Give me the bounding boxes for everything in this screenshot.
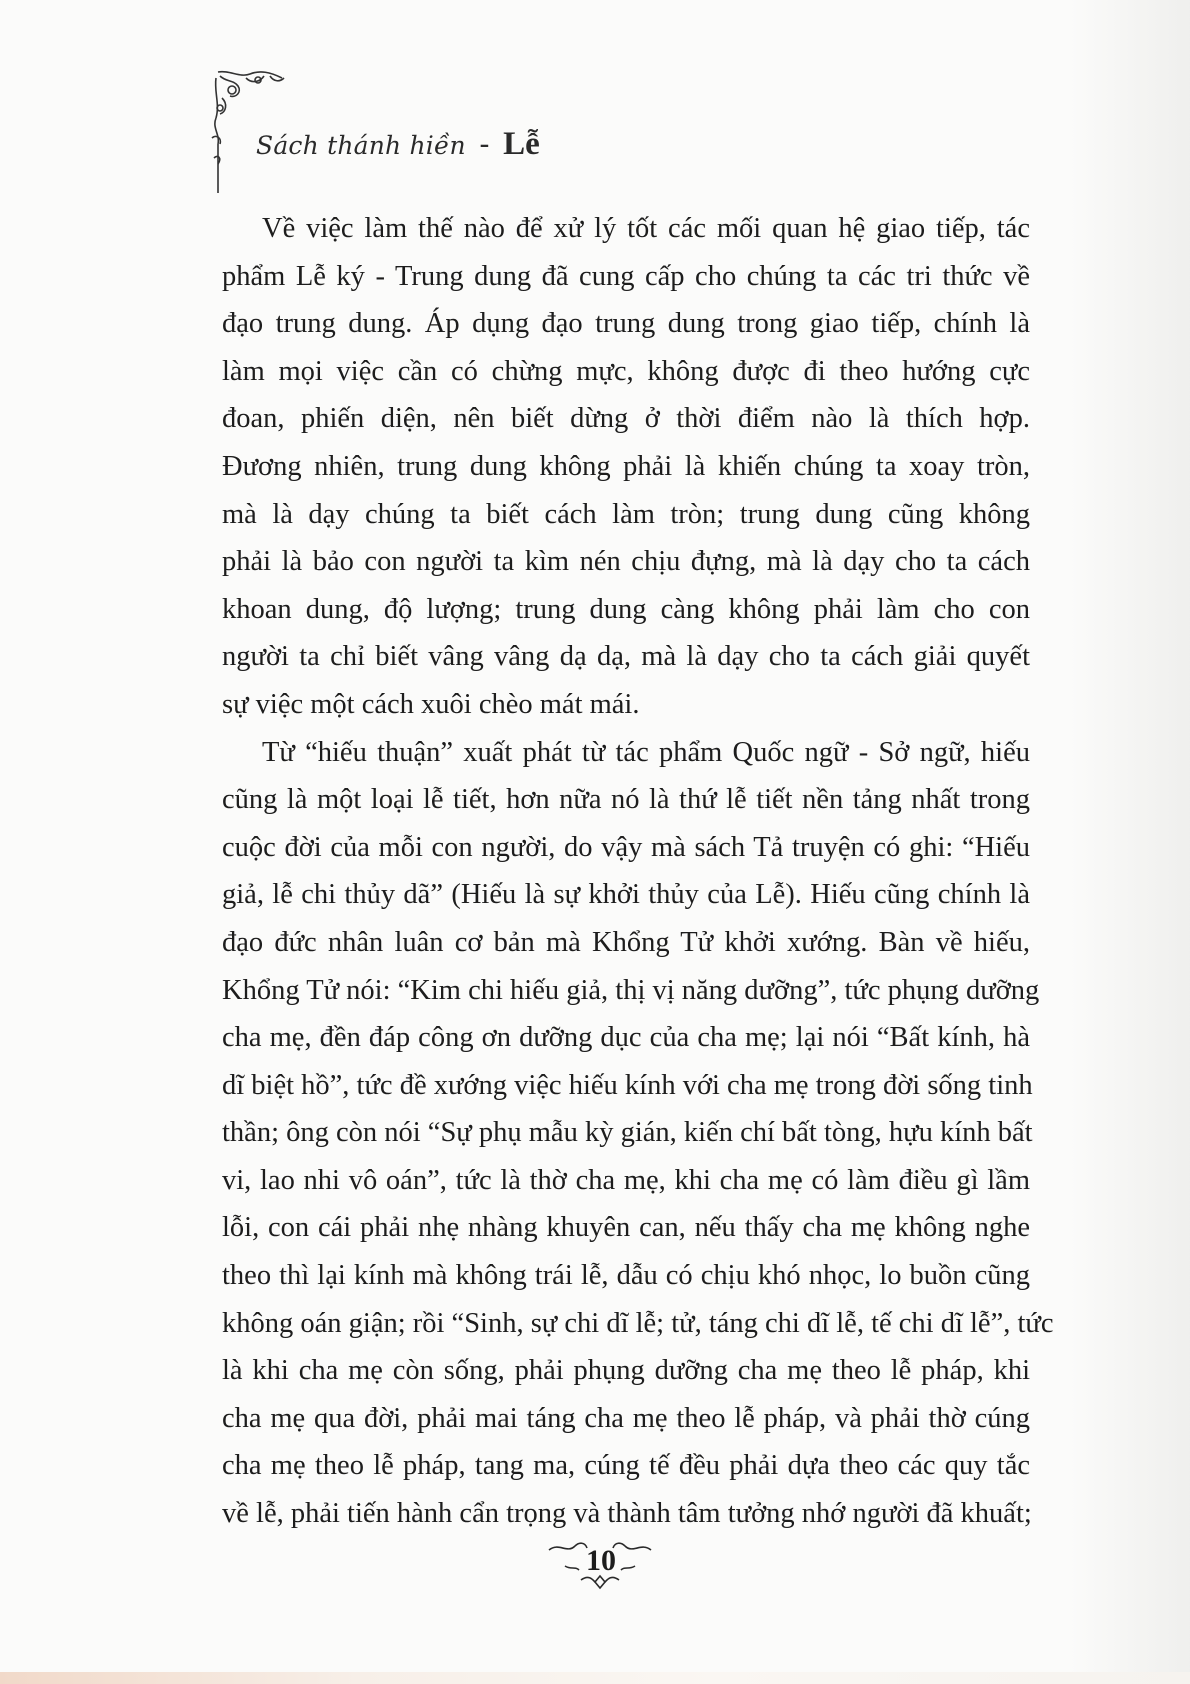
body-text xyxy=(222,205,1054,1538)
page-number: 10 xyxy=(586,1544,616,1577)
text-line: đạo đức nhân luân cơ bản mà Khổng Tử khởi xướng. Bàn về hiếu, xyxy=(222,926,1030,958)
text-line: cha mẹ theo lễ pháp, tang ma, cúng tế đều phải dựa theo các quy tắc xyxy=(222,1450,1030,1482)
text-line: đạo trung dung. Áp dụng đạo trung dung trong giao tiếp, chính là xyxy=(222,308,1030,340)
text-line: Về việc làm thế nào để xử lý tốt các mối quan hệ giao tiếp, tác xyxy=(262,213,1030,244)
text-line: Từ “hiếu thuận” xuất phát từ tác phẩm Quốc ngữ - Sở ngữ, hiếu xyxy=(262,736,1030,768)
text-line: không oán giận; rồi “Sinh, sự chi dĩ lễ; tử, táng chi dĩ lễ, tế chi dĩ lễ”, tức xyxy=(222,1307,1054,1339)
text-line: về lễ, phải tiến hành cẩn trọng và thành tâm tưởng nhớ người đã khuất; xyxy=(222,1498,1032,1530)
text-line: phẩm Lễ ký - Trung dung đã cung cấp cho chúng ta các tri thức về xyxy=(222,260,1030,292)
text-line: làm mọi việc cần có chừng mực, không được đi theo hướng cực xyxy=(222,355,1030,387)
text-line: lỗi, con cái phải nhẹ nhàng khuyên can, nếu thấy cha mẹ không nghe xyxy=(222,1212,1030,1244)
page-bottom-edge xyxy=(0,1672,1190,1684)
text-line: Đương nhiên, trung dung không phải là khiến chúng ta xoay tròn, xyxy=(222,450,1030,482)
text-line: cha mẹ, đền đáp công ơn dưỡng dục của cha mẹ; lại nói “Bất kính, hà xyxy=(222,1022,1030,1054)
paragraph-1 xyxy=(222,205,1030,729)
text-line: Khổng Tử nói: “Kim chi hiếu giả, thị vị năng dưỡng”, tức phụng dưỡng xyxy=(222,974,1040,1006)
text-line: thần; ông còn nói “Sự phụ mẫu kỳ gián, kiến chí bất tòng, hựu kính bất xyxy=(222,1117,1033,1149)
text-line: sự việc một cách xuôi chèo mát mái. xyxy=(222,688,640,720)
text-line: cha mẹ qua đời, phải mai táng cha mẹ theo lễ pháp, và phải thờ cúng xyxy=(222,1402,1030,1434)
text-line: người ta chỉ biết vâng vâng dạ dạ, mà là dạy cho ta cách giải quyết xyxy=(222,641,1030,673)
text-line: cũng là một loại lễ tiết, hơn nữa nó là thứ lễ tiết nền tảng nhất trong xyxy=(222,784,1030,816)
text-line: khoan dung, độ lượng; trung dung càng không phải làm cho con xyxy=(222,593,1030,625)
page-edge-shading xyxy=(1070,0,1190,1684)
text-line: giả, lễ chi thủy dã” (Hiếu là sự khởi thủy của Lễ). Hiếu cũng chính là xyxy=(222,879,1030,911)
text-line: phải là bảo con người ta kìm nén chịu đựng, mà là dạy cho ta cách xyxy=(222,546,1030,578)
running-header xyxy=(256,126,540,163)
header-separator: - xyxy=(479,127,490,162)
text-line: theo thì lại kính mà không trái lễ, dẫu có chịu khó nhọc, lo buồn cũng xyxy=(222,1260,1030,1292)
book-title: Sách thánh hiền xyxy=(256,131,466,160)
text-line: mà là dạy chúng ta biết cách làm tròn; trung dung cũng không xyxy=(222,498,1030,530)
text-line: cuộc đời của mỗi con người, do vậy mà sách Tả truyện có ghi: “Hiếu xyxy=(222,831,1030,863)
chapter-title: Lễ xyxy=(503,126,540,162)
text-line: vi, lao nhi vô oán”, tức là thờ cha mẹ, khi cha mẹ có làm điều gì lầm xyxy=(222,1164,1030,1196)
paragraph-2 xyxy=(222,729,1054,1538)
text-line: dĩ biệt hồ”, tức đề xướng việc hiếu kính với cha mẹ trong đời sống tinh xyxy=(222,1069,1033,1101)
text-line: đoan, phiến diện, nên biết dừng ở thời điểm nào là thích hợp. xyxy=(222,403,1030,435)
text-line: là khi cha mẹ còn sống, phải phụng dưỡng cha mẹ theo lễ pháp, khi xyxy=(222,1355,1030,1387)
